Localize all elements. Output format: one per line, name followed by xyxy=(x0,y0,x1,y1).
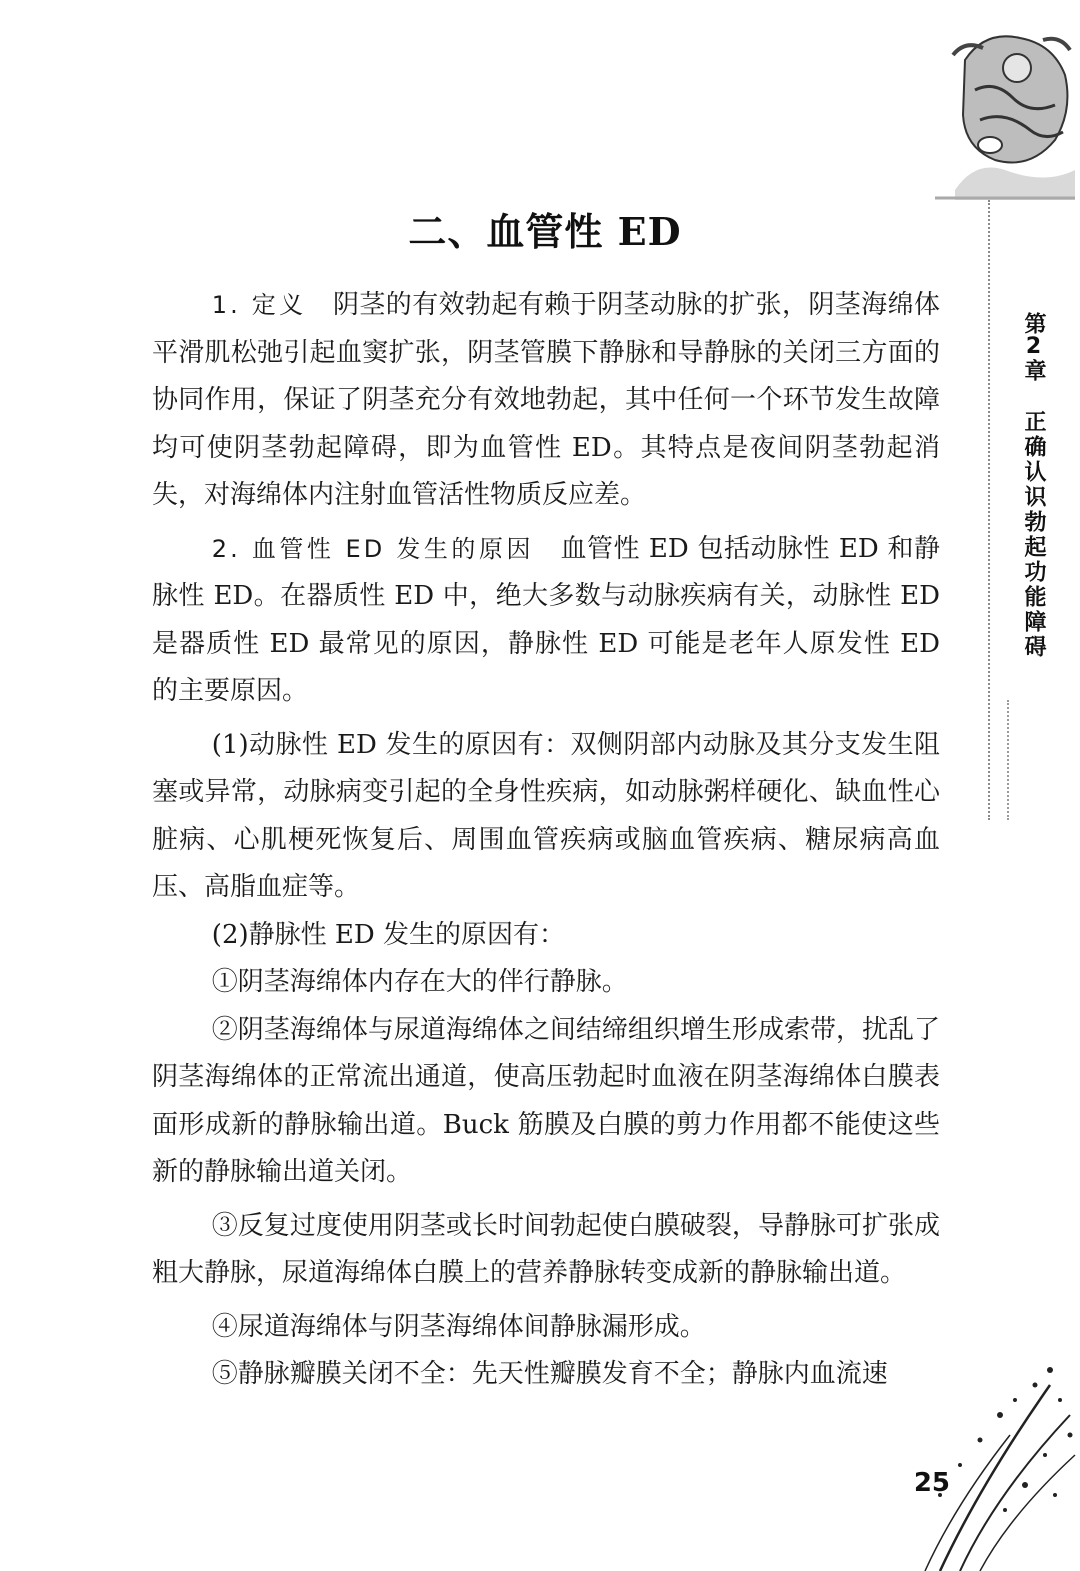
sparkle-decoration-icon xyxy=(900,1345,1080,1571)
list-item: ④尿道海绵体与阴茎海绵体间静脉漏形成。 xyxy=(211,1311,706,1342)
paragraph-arterial: (1)动脉性 ED 发生的原因有：双侧阴部内动脉及其分支发生阻塞或异常，动脉病变引起的全身性疾病，如动脉粥样硬化、缺血性心脏病、心肌梗死恢复后、周围血管疾病或脑血管疾病、糖尿病高血压、高脂血症等。 xyxy=(152,729,940,902)
side-tab-inner-border xyxy=(1007,700,1039,820)
bodybuilder-illustration-icon xyxy=(935,20,1075,200)
paragraph-causes-text: 血管性 ED 包括动脉性 ED 和静脉性 ED。在器质性 ED 中，绝大多数与动脉疾病有关，动脉性 ED 是器质性 ED 最常见的原因，静脉性 ED 可能是老年人原发性 ED 的主要原因。 xyxy=(152,533,940,706)
term-causes: 2. 血管性 ED 发生的原因 xyxy=(211,534,534,563)
paragraph-definition xyxy=(152,282,940,520)
list-item: ⑤静脉瓣膜关闭不全：先天性瓣膜发育不全；静脉内血流速 xyxy=(211,1359,888,1389)
chapter-label: 第2章 xyxy=(1021,312,1046,381)
page-number: 25 xyxy=(913,1468,950,1498)
term-definition: 1. 定义 xyxy=(211,291,307,319)
list-item: ①阴茎海绵体内存在大的伴行静脉。 xyxy=(211,967,628,997)
list-item: ②阴茎海绵体与尿道海绵体之间结缔组织增生形成索带，扰乱了阴茎海绵体的正常流出通道，使高压勃起时血液在阴茎海绵体白膜表面形成新的静脉输出道。Buck 筋膜及白膜的剪力作用都不能使这些新的静脉输出道关闭。 xyxy=(152,1014,940,1187)
body-text xyxy=(152,282,940,1399)
paragraph-venous-intro: (2)静脉性 ED 发生的原因有： xyxy=(211,919,565,950)
section-heading: 二、血管性 ED xyxy=(408,209,682,254)
list-item: ③反复过度使用阴茎或长时间勃起使白膜破裂，导静脉可扩张成粗大静脉，尿道海绵体白膜上的营养静脉转变成新的静脉输出道。 xyxy=(152,1210,940,1288)
paragraph-causes xyxy=(152,526,940,716)
paragraph-definition-text: 阴茎的有效勃起有赖于阴茎动脉的扩张，阴茎海绵体平滑肌松弛引起血窦扩张，阴茎管膜下静脉和导静脉的关闭三方面的协同作用，保证了阴茎充分有效地勃起，其中任何一个环节发生故障均可使阴茎勃起障碍，即为血管性 ED。其特点是夜间阴茎勃起消失，对海绵体内注射血管活性物质反应差。 xyxy=(152,290,940,510)
chapter-title: 正确认识勃起功能障碍 xyxy=(1021,410,1046,660)
